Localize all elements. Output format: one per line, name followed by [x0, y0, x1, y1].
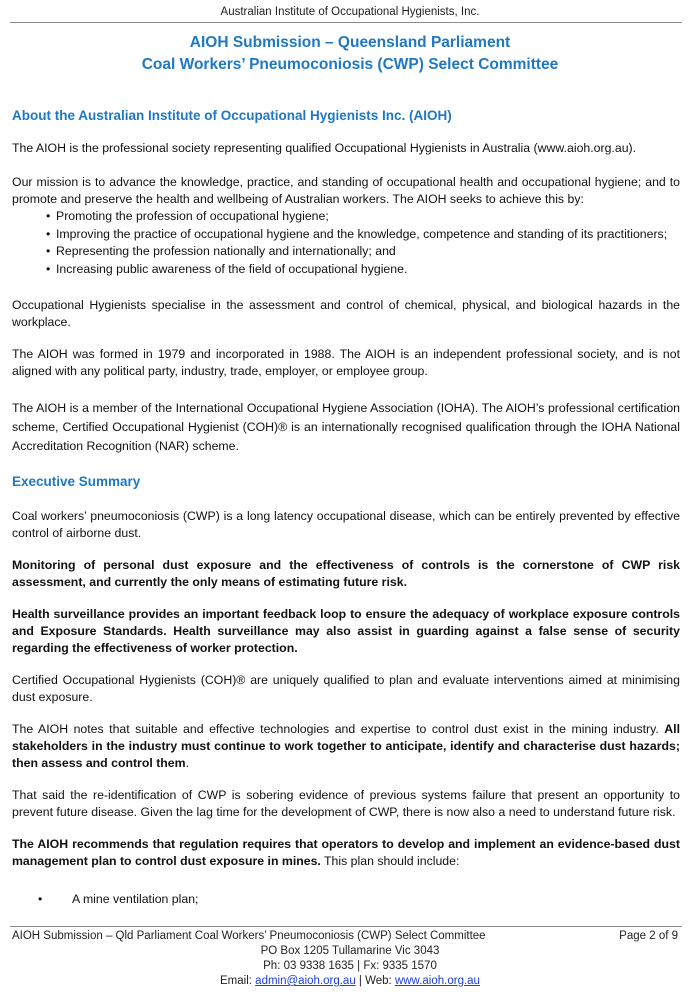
page-number: Page 2 of 9	[619, 930, 678, 942]
email-link[interactable]: admin@aioh.org.au	[255, 975, 356, 987]
footer-contact	[0, 975, 700, 987]
exec-paragraph-6: That said the re-identification of CWP is sobering evidence of previous systems failure that present an opportunity to prevent future disease. Given the lag time for the development of CWP, there is now also a need to understand future risk.	[12, 788, 680, 819]
list-item: • Representing the profession nationally and internationally; and	[46, 243, 667, 261]
exec-paragraph-7	[12, 836, 680, 870]
document-title-line1: AIOH Submission – Queensland Parliament	[189, 34, 511, 51]
exec-paragraph-1: Coal workers’ pneumoconiosis (CWP) is a long latency occupational disease, which can be entirely prevented by effective control of airborne dust.	[12, 509, 680, 540]
exec-paragraph-5-text: The AIOH notes that suitable and effective technologies and expertise to control dust exist in the mining industry.	[12, 722, 665, 736]
list-item: • Improving the practice of occupational hygiene and the knowledge, competence and standing of its practitioners;	[46, 226, 667, 244]
about-bullet-list	[46, 208, 667, 278]
footer-divider	[10, 926, 682, 927]
email-label: Email:	[220, 975, 256, 987]
header-divider	[10, 22, 682, 23]
list-item	[38, 892, 198, 906]
executive-summary-heading: Executive Summary	[12, 474, 141, 489]
exec-paragraph-3: Health surveillance provides an important feedback loop to ensure the adequacy of workplace exposure controls and Exposure Standards. Health surveillance may also assist in guarding against a false sense of security regarding the effectiveness of worker protection.	[12, 607, 680, 655]
list-item: • Increasing public awareness of the field of occupational hygiene.	[46, 261, 667, 279]
running-header: Australian Institute of Occupational Hygienists, Inc.	[220, 6, 480, 18]
about-paragraph-1: The AIOH is the professional society representing qualified Occupational Hygienists in Australia (www.aioh.org.au).	[12, 141, 637, 155]
footer-address: PO Box 1205 Tullamarine Vic 3043	[260, 945, 440, 957]
footer-phone: Ph: 03 9338 1635 | Fx: 9335 1570	[263, 960, 437, 972]
about-heading: About the Australian Institute of Occupational Hygienists Inc. (AIOH)	[12, 108, 452, 123]
web-label: | Web:	[355, 975, 395, 987]
footer-document-title: AIOH Submission – Qld Parliament Coal Workers’ Pneumoconiosis (CWP) Select Committee	[12, 930, 486, 942]
exec-paragraph-4: Certified Occupational Hygienists (COH)® are uniquely qualified to plan and evaluate interventions aimed at minimising dust exposure.	[12, 673, 680, 704]
exec-paragraph-5-emphasis: All stakeholders in the industry must continue to work together to anticipate, identify and characterise dust hazards; then assess and control them	[12, 722, 680, 770]
exec-paragraph-5-end: .	[185, 756, 189, 770]
bullet-icon: •	[38, 892, 43, 906]
list-item: • Promoting the profession of occupational hygiene;	[46, 208, 667, 226]
about-paragraph-2: Our mission is to advance the knowledge, practice, and standing of occupational health and occupational hygiene; and to promote and preserve the health and wellbeing of Australian workers. The AIOH seeks to achieve this by:	[12, 175, 680, 206]
exec-paragraph-7-emphasis: The AIOH recommends that regulation requires that operators to develop and implement an evidence-based dust management plan to control dust exposure in mines.	[12, 837, 680, 868]
about-paragraph-5: The AIOH is a member of the International Occupational Hygiene Association (IOHA). The AIOH’s professional certification scheme, Certified Occupational Hygienist (COH)® is an internationally recognised qualification through the IOHA National Accreditation Recognition (NAR) scheme.	[12, 401, 680, 453]
document-title-line2: Coal Workers’ Pneumoconiosis (CWP) Select Committee	[141, 56, 559, 73]
exec-paragraph-2: Monitoring of personal dust exposure and the effectiveness of controls is the cornerstone of CWP risk assessment, and currently the only means of estimating future risk.	[12, 558, 680, 589]
exec-paragraph-7-text: This plan should include:	[320, 854, 460, 868]
about-paragraph-4: The AIOH was formed in 1979 and incorporated in 1988. The AIOH is an independent professional society, and is not aligned with any political party, industry, trade, employer, or employee group.	[12, 347, 680, 378]
website-link[interactable]: www.aioh.org.au	[394, 975, 480, 987]
list-item-text: A mine ventilation plan;	[72, 892, 199, 906]
exec-paragraph-5	[12, 721, 680, 772]
about-paragraph-3: Occupational Hygienists specialise in the assessment and control of chemical, physical, and biological hazards in the workplace.	[12, 298, 680, 329]
